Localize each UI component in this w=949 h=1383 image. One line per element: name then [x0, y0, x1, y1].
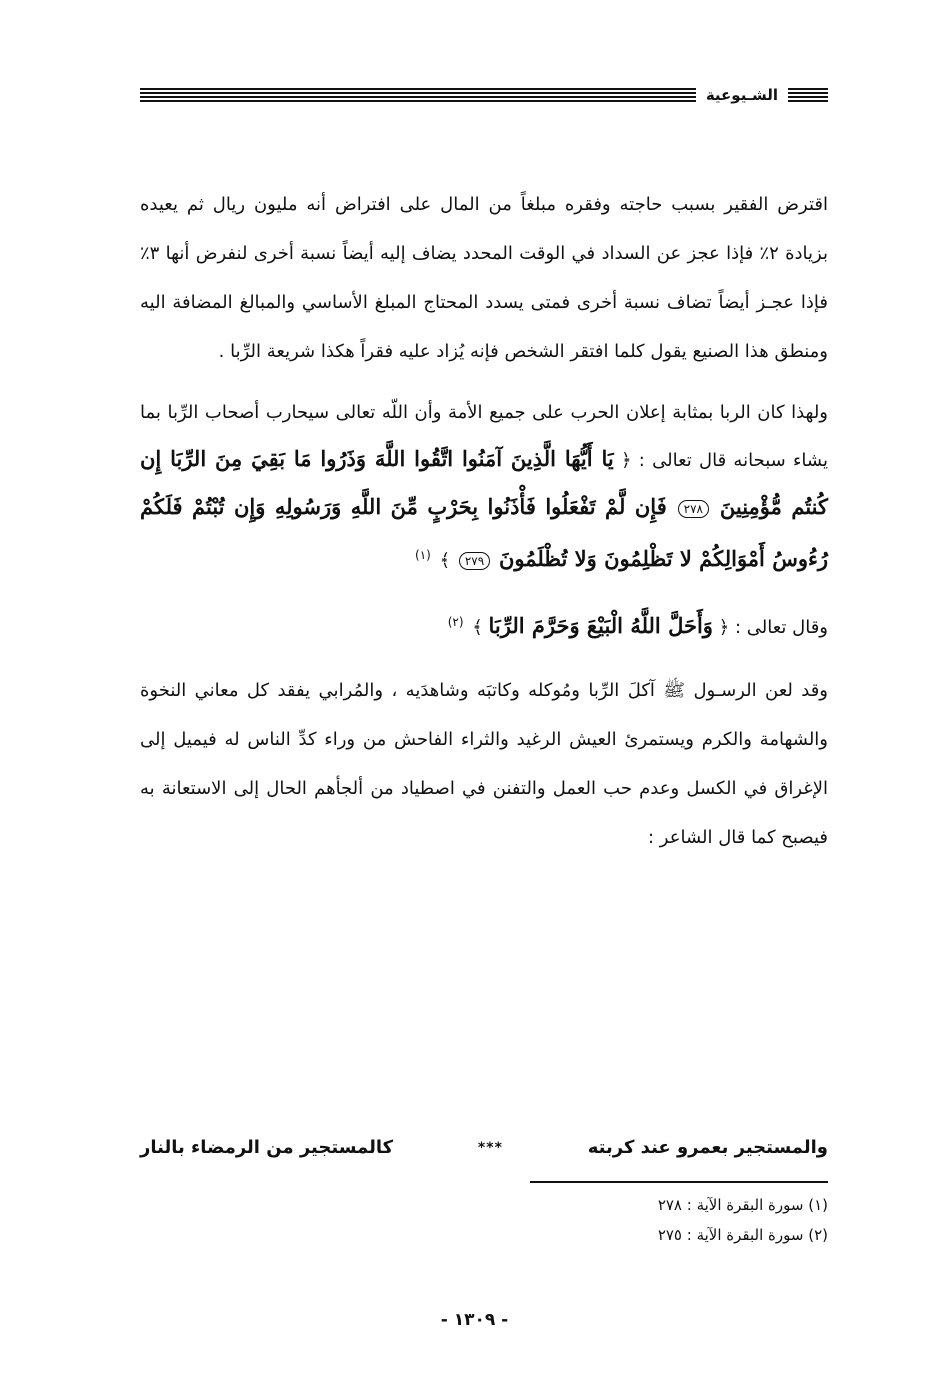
paragraph-2-intro: ولهذا كان الربا بمثابة إعلان الحرب على جميع الأمة وأن اللّه تعالى سيحارب أصحاب الرِّبا بما يشاء سبحانه قال تعالى : ﴿ [140, 402, 828, 471]
footnotes [530, 1190, 828, 1250]
poem-separator: *** [477, 1139, 503, 1156]
header-rule-short [788, 88, 828, 102]
quran-close-bracket: ﴾ [439, 550, 451, 571]
running-header [140, 84, 828, 106]
header-title: الشـيوعية [705, 86, 778, 104]
footnote-rule [530, 1181, 828, 1183]
header-rule-long [140, 88, 696, 102]
paragraph-3 [140, 598, 828, 652]
quran-verse-278: يَا أَيُّهَا الَّذِينَ آمَنُوا اتَّقُوا اللَّهَ وَذَرُوا مَا بَقِيَ مِنَ الرِّبَا إِن كُنتُم مُّؤْمِنِينَ [140, 446, 828, 519]
footnote-ref-1: (١) [415, 548, 431, 562]
poem-second-hemistich: كالمستجير من الرمضاء بالنار [140, 1137, 394, 1158]
poem-first-hemistich: والمستجير بعمرو عند كربته [587, 1137, 828, 1158]
footnote-1: (١) سورة البقرة الآية : ٢٧٨ [657, 1196, 828, 1214]
quran-close-bracket-2: ﴾ [472, 617, 483, 638]
page-number: - ١٣٠٩ - [440, 1310, 509, 1330]
paragraph-1: اقترض الفقير بسبب حاجته وفقره مبلغاً من المال على افتراض أنه مليون ريال ثم يعيده بزيادة ٢٪ فإذا عجز عن السداد في الوقت المحدد يضاف إليه أيضاً نسبة أخرى لنفرض أنها ٣٪ فإذا عجـز أيضاً تضاف نسبة أخرى فمتى يسدد المحتاج المبلغ الأساسي والمبالغ المضافة اليه ومنطق هذا الصنيع يقول كلما افتقر الشخص فإنه يُزاد عليه فقراً هكذا شريعة الرِّبا . [140, 194, 828, 362]
quran-verse-279: فَإِن لَّمْ تَفْعَلُوا فَأْذَنُوا بِحَرْبٍ مِّنَ اللَّهِ وَرَسُولِهِ وَإِن تُبْتُمْ فَلَكُمْ رُءُوسُ أَمْوَالِكُمْ لا تَظْلِمُونَ وَلا تُظْلَمُونَ [140, 494, 828, 571]
ayah-marker-278: ٢٧٨ [678, 500, 709, 518]
quran-verse-275: وَأَحَلَّ اللَّهُ الْبَيْعَ وَحَرَّمَ الرِّبَا [488, 613, 713, 638]
footnote-ref-2: (٢) [447, 615, 464, 629]
body-text [140, 180, 828, 862]
footnote-2: (٢) سورة البقرة الآية : ٢٧٥ [657, 1226, 828, 1244]
paragraph-3-intro: وقال تعالى : ﴿ [718, 617, 828, 638]
ayah-marker-279: ٢٧٩ [459, 552, 490, 570]
paragraph-4: وقد لعن الرسـول ﷺ آكلَ الرِّبا ومُوكله وكاتبَه وشاهدَيه ، والمُرابي يفقد كل معاني النخوة والشهامة والكرم ويستمرئ العيش الرغيد والثراء الفاحش من وراء كدِّ الناس له فيميل إلى الإغراق في الكسل وعدم حب العمل والتفنن في اصطياد من ألجأهم الحال إلى الاستعانة به فيصبح كما قال الشاعر : [140, 680, 828, 848]
poem-verse [140, 1137, 828, 1158]
paragraph-2 [140, 390, 828, 584]
